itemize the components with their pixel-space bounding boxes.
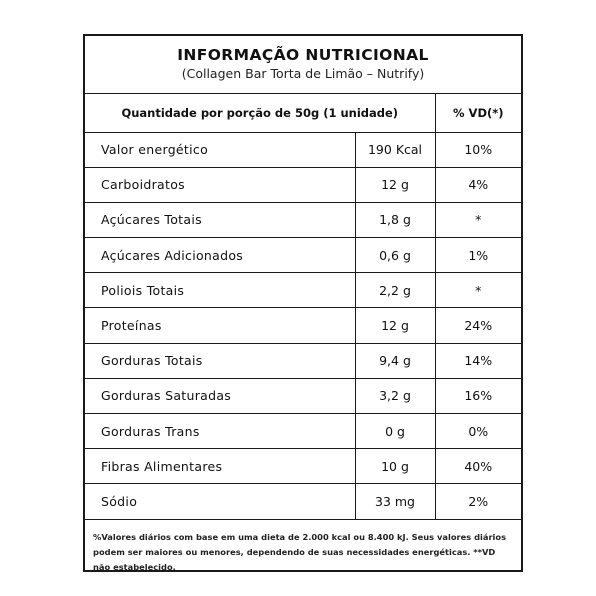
table-row <box>85 449 521 484</box>
nutrient-vd: * <box>435 202 521 237</box>
table-row <box>85 414 521 449</box>
table-row <box>85 484 521 519</box>
vd-header: % VD(*) <box>435 94 521 132</box>
nutrient-vd: 40% <box>435 449 521 484</box>
nutrient-amount: 33 mg <box>355 484 435 519</box>
panel-title: INFORMAÇÃO NUTRICIONAL <box>177 46 429 64</box>
footnote: %Valores diários com base em uma dieta de 2.000 kcal ou 8.400 kJ. Seus valores diários podem ser maiores ou menores, dependendo de suas necessidades energéticas. **VD não estabelecido. <box>93 531 507 572</box>
nutrient-vd: 2% <box>435 484 521 519</box>
panel-header <box>85 36 521 94</box>
panel-subtitle: (Collagen Bar Torta de Limão – Nutrify) <box>181 66 425 81</box>
nutrient-amount: 0,6 g <box>355 238 435 273</box>
nutrient-vd: 1% <box>435 238 521 273</box>
portion-header: Quantidade por porção de 50g (1 unidade) <box>85 94 435 132</box>
table-row <box>85 167 521 202</box>
nutrient-vd: 24% <box>435 308 521 343</box>
nutrient-vd: 4% <box>435 167 521 202</box>
nutrient-name: Sódio <box>85 484 355 519</box>
table-row <box>85 202 521 237</box>
nutrient-name: Açúcares Totais <box>85 202 355 237</box>
nutrient-vd: 16% <box>435 378 521 413</box>
nutrient-amount: 2,2 g <box>355 273 435 308</box>
nutrient-name: Gorduras Totais <box>85 343 355 378</box>
nutrient-amount: 12 g <box>355 167 435 202</box>
nutrient-vd: * <box>435 273 521 308</box>
nutrient-amount: 0 g <box>355 414 435 449</box>
nutrient-amount: 9,4 g <box>355 343 435 378</box>
nutrient-name: Carboidratos <box>85 167 355 202</box>
table-row <box>85 132 521 167</box>
nutrient-name: Valor energético <box>85 132 355 167</box>
table-row <box>85 238 521 273</box>
nutrient-amount: 3,2 g <box>355 378 435 413</box>
nutrition-facts-panel <box>83 34 523 572</box>
nutrient-vd: 10% <box>435 132 521 167</box>
nutrient-name: Gorduras Trans <box>85 414 355 449</box>
nutrient-vd: 0% <box>435 414 521 449</box>
table-header-row <box>85 94 521 132</box>
table-row <box>85 378 521 413</box>
nutrient-amount: 12 g <box>355 308 435 343</box>
nutrient-name: Gorduras Saturadas <box>85 378 355 413</box>
nutrient-name: Poliois Totais <box>85 273 355 308</box>
nutrient-amount: 1,8 g <box>355 202 435 237</box>
nutrient-amount: 190 Kcal <box>355 132 435 167</box>
nutrient-vd: 14% <box>435 343 521 378</box>
nutrition-table <box>85 94 521 520</box>
table-row <box>85 273 521 308</box>
table-row <box>85 308 521 343</box>
nutrient-amount: 10 g <box>355 449 435 484</box>
nutrient-name: Fibras Alimentares <box>85 449 355 484</box>
table-row <box>85 343 521 378</box>
nutrient-name: Açúcares Adicionados <box>85 238 355 273</box>
nutrient-name: Proteínas <box>85 308 355 343</box>
